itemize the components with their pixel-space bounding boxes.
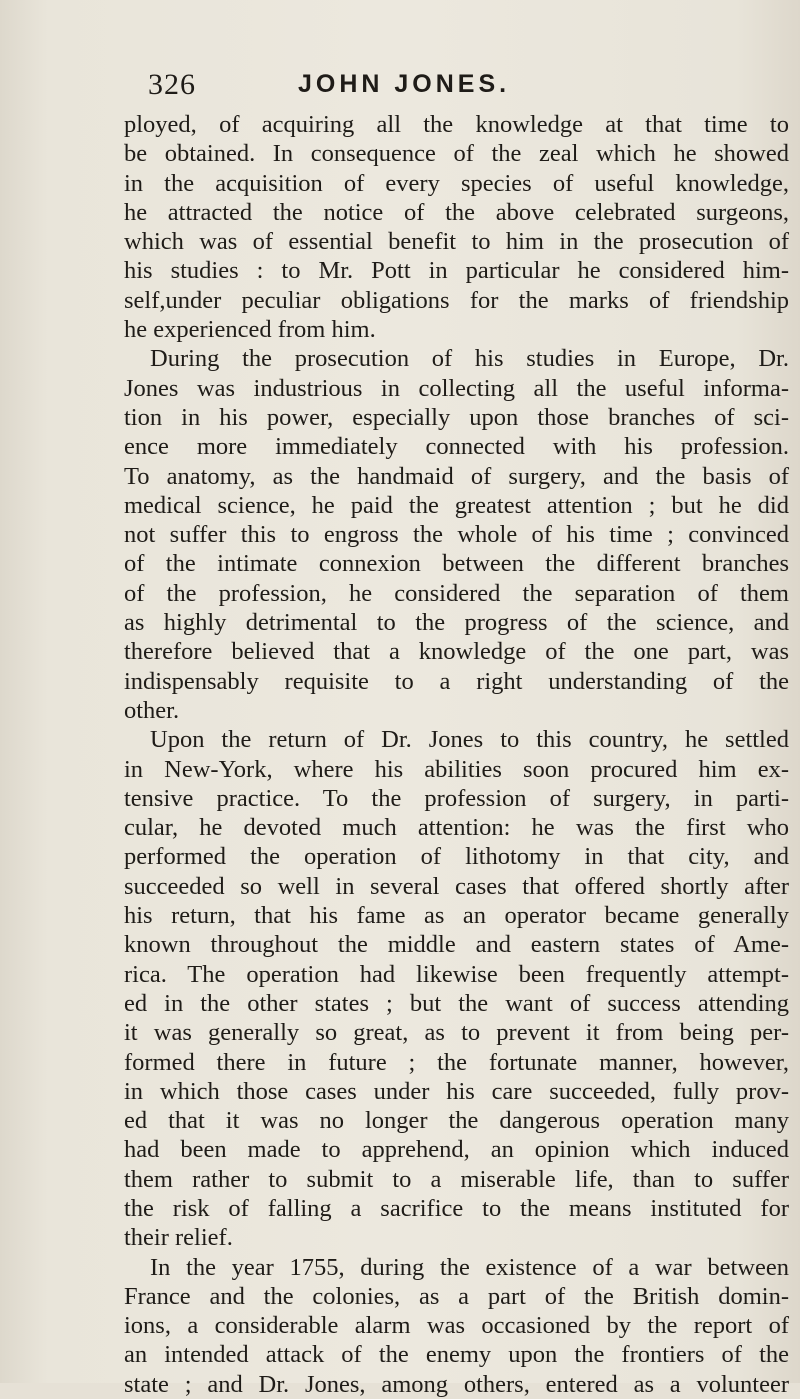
text-line: self,under peculiar obligations for the marks of friendship — [124, 286, 789, 314]
text-line: an intended attack of the enemy upon the frontiers of the — [124, 1341, 789, 1369]
text-line: not suffer this to engross the whole of his time ; convinced — [124, 521, 789, 549]
text-line: formed there in future ; the fortunate manner, however, — [124, 1048, 789, 1076]
text-line: in which those cases under his care succeeded, fully prov- — [124, 1077, 789, 1105]
paragraph — [124, 1253, 789, 1399]
text-line: France and the colonies, as a part of the British domin- — [124, 1282, 789, 1310]
text-line: cular, he devoted much attention: he was the first who — [124, 814, 789, 842]
text-line: had been made to apprehend, an opinion which induced — [124, 1136, 789, 1164]
text-line: be obtained. In consequence of the zeal which he showed — [124, 140, 789, 168]
text-line: ployed, of acquiring all the knowledge at that time to — [124, 111, 789, 138]
text-line: To anatomy, as the handmaid of surgery, and the basis of — [124, 462, 789, 490]
text-line: Upon the return of Dr. Jones to this country, he settled — [150, 726, 789, 754]
running-head: JOHN JONES. — [298, 70, 511, 98]
text-line: performed the operation of lithotomy in that city, and — [124, 843, 789, 871]
text-line: In the year 1755, during the existence of a war between — [150, 1253, 789, 1281]
text-line: which was of essential benefit to him in the prosecution of — [124, 228, 789, 256]
text-line: rica. The operation had likewise been frequently attempt- — [124, 960, 789, 988]
text-line: them rather to submit to a miserable life, than to suffer — [124, 1165, 789, 1193]
text-line: ions, a considerable alarm was occasioned by the report of — [124, 1312, 789, 1340]
text-line: tion in his power, especially upon those branches of sci- — [124, 403, 789, 431]
text-line: ed that it was no longer the dangerous operation many — [124, 1107, 789, 1135]
text-line: their relief. — [124, 1224, 233, 1252]
text-line: indispensably requisite to a right understanding of the — [124, 667, 789, 695]
text-line: Jones was industrious in collecting all the useful informa- — [124, 374, 789, 402]
paragraph — [124, 344, 789, 725]
text-line: the risk of falling a sacrifice to the means instituted for — [124, 1194, 789, 1222]
text-line: of the profession, he considered the separation of them — [124, 579, 789, 607]
text-line: known throughout the middle and eastern states of Ame- — [124, 931, 789, 959]
text-line: he experienced from him. — [124, 316, 376, 344]
body-text — [124, 110, 789, 1399]
text-line: he attracted the notice of the above celebrated surgeons, — [124, 198, 789, 226]
text-line: ed in the other states ; but the want of success attending — [124, 989, 789, 1017]
text-line: other. — [124, 696, 180, 724]
paragraph — [124, 110, 789, 344]
text-line: in New-York, where his abilities soon procured him ex- — [124, 755, 789, 783]
text-line: ence more immediately connected with his profession. — [124, 433, 789, 461]
page-number: 326 — [148, 68, 196, 101]
text-line: During the prosecution of his studies in Europe, Dr. — [150, 345, 789, 373]
text-line: therefore believed that a knowledge of the one part, was — [124, 638, 789, 666]
text-line: medical science, he paid the greatest attention ; but he did — [124, 491, 789, 519]
text-line: as highly detrimental to the progress of the science, and — [124, 609, 789, 637]
text-line: state ; and Dr. Jones, among others, entered as a volunteer — [124, 1370, 789, 1398]
text-line: it was generally so great, as to prevent it from being per- — [124, 1019, 789, 1047]
text-line: his return, that his fame as an operator became generally — [124, 902, 789, 930]
page-header — [148, 68, 668, 108]
text-line: in the acquisition of every species of useful knowledge, — [124, 169, 789, 197]
text-line: tensive practice. To the profession of surgery, in parti- — [124, 784, 789, 812]
text-line: his studies : to Mr. Pott in particular he considered him- — [124, 257, 789, 285]
text-line: of the intimate connexion between the different branches — [124, 550, 789, 578]
paragraph — [124, 725, 789, 1252]
text-line: succeeded so well in several cases that offered shortly after — [124, 872, 789, 900]
